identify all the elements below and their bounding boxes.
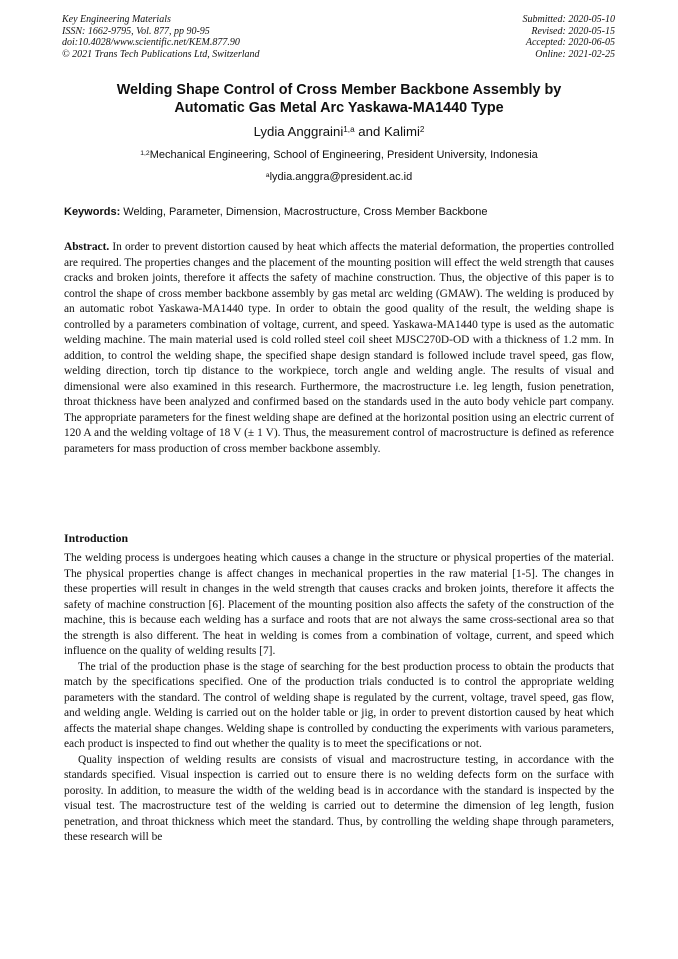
introduction-heading: Introduction: [64, 531, 129, 545]
affiliation-marker: 1,2: [140, 149, 150, 157]
submission-dates: [523, 14, 616, 60]
author-1-affil: 1,a: [343, 125, 355, 135]
abstract: [64, 240, 614, 457]
keywords-label: Keywords:: [64, 206, 121, 218]
paper-title: [60, 82, 618, 117]
accepted-date: Accepted: 2020-06-05: [525, 37, 615, 49]
online-date: Online: 2021-02-25: [535, 48, 615, 60]
author-2-affil: 2: [419, 125, 425, 135]
abstract-text: In order to prevent distortion caused by heat which affects the material deformation, the properties controlled are required. The properties changes and the placement of the mounting position will effect the weld strength that causes cracks and broken joints, therefore it affects the safety of machine construction. Thus, the objective of this paper is to control the shape of cross member backbone assembly by gas metal arc welding (GMAW). The welding is produced by an automatic robot Yaskawa-MA1440 type. In order to obtain the good quality of the result, the welding shape is controlled by a parameters combination of voltage, current, and speed. Yaskawa-MA1440 type is used as the automatic welding machine. The main material used is cold rolled steel coil sheet MJSC270D-OD with a thickness of 1.2 mm. In addition, to control the welding shape, the specified shape design standard is followed include travel speed, gas flow, welding direction, torch tip distance to the workpiece, torch angle and welding angle. The results of visual and dimensional were also examined in this research. Furthermore, the macrostructure i.e. leg length, fusion penetration, throat thickness have been analyzed and confirmed based on the standards used in the auto body vehicle part company. The appropriate parameters for the finest welding shape are defined at the horizontal position using an electric current of 120 A and the welding voltage of 18 V (± 1 V). Thus, the measurement control of macrostructure is defined as reference parameters for mass production of cross member backbone assembly.: [64, 241, 614, 455]
author-list: [60, 124, 618, 140]
journal-info: [62, 14, 260, 60]
title-line-1: Welding Shape Control of Cross Member Backbone Assembly by: [116, 82, 562, 98]
abstract-label: Abstract.: [64, 241, 110, 253]
affiliation: [40, 149, 638, 162]
keywords-text: Welding, Parameter, Dimension, Macrostructure, Cross Member Backbone: [120, 206, 488, 218]
affiliation-text: Mechanical Engineering, School of Engineering, President University, Indonesia: [149, 149, 538, 161]
author-2: Kalimi: [383, 124, 420, 139]
intro-paragraph: The trial of the production phase is the stage of searching for the best production process to obtain the products that match by the specifications specified. One of the production trials conducted is to control the appropriate welding parameters with the standard. The control of welding shape is regulated by the current, voltage, travel speed, gas flow, and welding angle. Welding is carried out on the holder table or jig, in order to prevent distortion caused by heat which affects the material shape changes. Welding shape is controlled by conducting the experiments with various parameters, each product is inspected to find out whether the quality is to meet the specifications or not.: [64, 660, 614, 750]
intro-paragraph: The welding process is undergoes heating which causes a change in the structure or physical properties of the material. The physical properties change is affect changes in mechanical properties in the raw material [1-5]. The changes in these properties will result in changes in the weld strength that causes cracks and broken joints, therefore it affects the safety of machine construction [6]. Placement of the mounting position also affects the safety of the construction of the machine, this is because each welding has a surface and roots that are not always the same cross-sectional area so that the strength is also different. The heat in welding is comes from a combination of voltage, current, and speed which influence on the quality of welding results [7].: [64, 552, 614, 657]
submitted-date: Submitted: 2020-05-10: [522, 14, 615, 25]
intro-paragraph: Quality inspection of welding results are consists of visual and macrostructure testing, in accordance with the standards specified. Visual inspection is carried out to ensure there is no welding defects form on the surface with porosity. In addition, to measure the width of the welding bead is in accordance with the standard is inspected by the visual test. The macrostructure test of the welding is carried out to determine the dimension of leg length, fusion penetration, and throat thickness which meet the standard. Thus, by controlling the welding shape through parameters, these research will be: [64, 753, 614, 843]
introduction-body: [64, 551, 614, 846]
keywords: [64, 206, 616, 219]
journal-doi[interactable]: doi:10.4028/www.scientific.net/KEM.877.90: [62, 37, 240, 49]
journal-issn: ISSN: 1662-9795, Vol. 877, pp 90-95: [62, 25, 210, 37]
title-line-2: Automatic Gas Metal Arc Yaskawa-MA1440 Type: [174, 99, 504, 116]
author-conjunction: and: [354, 124, 384, 139]
journal-copyright: © 2021 Trans Tech Publications Ltd, Switzerland: [62, 48, 260, 60]
contact-email: [60, 171, 618, 184]
email-address[interactable]: lydia.anggra@president.ac.id: [269, 171, 413, 183]
author-1: Lydia Anggraini: [253, 124, 344, 139]
revised-date: Revised: 2020-05-15: [531, 25, 615, 37]
journal-name: Key Engineering Materials: [62, 14, 171, 25]
email-marker: a: [265, 171, 270, 179]
